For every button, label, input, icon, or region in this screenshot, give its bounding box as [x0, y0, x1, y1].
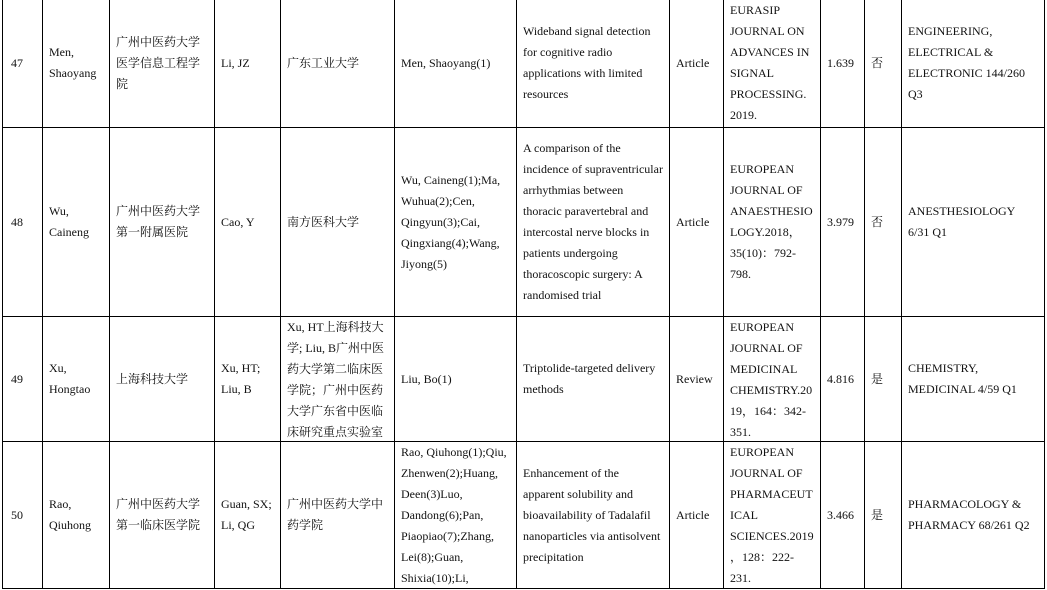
author-unit-cell [110, 128, 215, 317]
corresponding-cell [215, 128, 281, 317]
type-cell [670, 317, 724, 442]
paper-title: Enhancement of the apparent solubility and bioavailability of Tadalafil nanoparticles via antisolvent precipitation [523, 465, 661, 564]
impact-factor: 3.979 [827, 214, 854, 229]
impact-factor-cell [821, 442, 865, 589]
table-row [3, 317, 1045, 442]
impact-factor-cell [821, 128, 865, 317]
corresponding-unit-cell [281, 317, 395, 442]
row-number-cell [3, 0, 43, 128]
impact-factor: 3.466 [827, 507, 854, 522]
journal-cell [724, 128, 821, 317]
journal-citation: EUROPEAN JOURNAL OF PHARMACEUTICAL SCIENCES.2019，128：222-231. [730, 445, 814, 585]
author-cell [43, 128, 110, 317]
journal-cell [724, 0, 821, 128]
all-authors: Liu, Bo(1) [401, 371, 452, 386]
publication-table [2, 0, 1045, 589]
author-affiliation: 上海科技大学 [116, 371, 189, 386]
all-authors-cell [395, 128, 517, 317]
paper-title: Wideband signal detection for cognitive radio applications with limited resources [523, 24, 651, 101]
corresponding-cell [215, 317, 281, 442]
paper-type: Review [676, 371, 713, 386]
journal-cell [724, 442, 821, 589]
corresponding-author: Xu, HT; Liu, B [221, 361, 261, 396]
paper-title: A comparison of the incidence of supraventricular arrhythmias between thoracic paravertebral and intercostal nerve blocks in patients undergoing thoracoscopic surgery: A randomised trial [523, 141, 663, 302]
type-cell [670, 442, 724, 589]
all-authors-cell [395, 0, 517, 128]
author-unit-cell [110, 442, 215, 589]
corresponding-affiliation: 南方医科大学 [287, 214, 360, 229]
corresponding-author: Li, JZ [221, 55, 250, 70]
table-row [3, 0, 1045, 128]
corresponding-affiliation: Xu, HT上海科技大学; Liu, B广州中医药大学第二临床医学院；广州中医药大学广东省中医临床研究重点实验室 [287, 320, 385, 439]
journal-citation: EUROPEAN JOURNAL OF ANAESTHESIOLOGY.2018，35(10)：792-798. [730, 162, 813, 281]
journal-cell [724, 317, 821, 442]
paper-type: Article [676, 214, 710, 229]
first-author: Xu, Hongtao [49, 361, 91, 396]
journal-citation: EURASIP JOURNAL ON ADVANCES IN SIGNAL PROCESSING. 2019. [730, 3, 810, 122]
table-body [3, 0, 1045, 589]
author-affiliation: 广州中医药大学第一临床医学院 [116, 497, 201, 532]
title-cell [517, 0, 670, 128]
yes-no-flag: 是 [871, 371, 884, 386]
all-authors: Wu, Caineng(1);Ma, Wuhua(2);Cen, Qingyun(3);Cai, Qingxiang(4);Wang, Jiyong(5) [401, 172, 501, 271]
paper-type: Article [676, 507, 710, 522]
first-author: Men, Shaoyang [49, 45, 97, 80]
author-cell [43, 442, 110, 589]
row-number-cell [3, 317, 43, 442]
subject-category: ENGINEERING, ELECTRICAL & ELECTRONIC 144/260 Q3 [908, 24, 1025, 101]
first-author: Wu, Caineng [49, 204, 89, 239]
impact-factor: 1.639 [827, 55, 854, 70]
row-number-cell [3, 442, 43, 589]
yes-no-flag: 是 [871, 507, 884, 522]
corresponding-affiliation: 广州中医药大学中药学院 [287, 497, 384, 532]
category-cell [902, 0, 1045, 128]
subject-category: CHEMISTRY, MEDICINAL 4/59 Q1 [908, 361, 1017, 396]
author-cell [43, 0, 110, 128]
title-cell [517, 442, 670, 589]
category-cell [902, 317, 1045, 442]
row-number: 48 [11, 214, 23, 229]
all-authors: Rao, Qiuhong(1);Qiu, Zhenwen(2);Huang, Deen(3)Luo, Dandong(6);Pan, Piaopiao(7);Zhang, Lei(8);Guan, Shixia(10);Li, [401, 445, 507, 585]
type-cell [670, 128, 724, 317]
all-authors-cell [395, 442, 517, 589]
flag-cell [865, 317, 902, 442]
first-author: Rao, Qiuhong [49, 497, 91, 532]
subject-category: ANESTHESIOLOGY 6/31 Q1 [908, 204, 1015, 239]
flag-cell [865, 128, 902, 317]
category-cell [902, 128, 1045, 317]
yes-no-flag: 否 [871, 214, 884, 229]
impact-factor: 4.816 [827, 371, 854, 386]
author-cell [43, 317, 110, 442]
row-number-cell [3, 128, 43, 317]
paper-type: Article [676, 55, 710, 70]
all-authors-cell [395, 317, 517, 442]
flag-cell [865, 442, 902, 589]
subject-category: PHARMACOLOGY & PHARMACY 68/261 Q2 [908, 497, 1030, 532]
corresponding-unit-cell [281, 0, 395, 128]
author-affiliation: 广州中医药大学医学信息工程学院 [116, 34, 201, 91]
table-row [3, 128, 1045, 317]
flag-cell [865, 0, 902, 128]
category-cell [902, 442, 1045, 589]
row-number: 49 [11, 371, 23, 386]
title-cell [517, 317, 670, 442]
corresponding-cell [215, 442, 281, 589]
impact-factor-cell [821, 0, 865, 128]
corresponding-unit-cell [281, 128, 395, 317]
corresponding-unit-cell [281, 442, 395, 589]
corresponding-author: Guan, SX; Li, QG [221, 497, 272, 532]
corresponding-affiliation: 广东工业大学 [287, 55, 360, 70]
journal-citation: EUROPEAN JOURNAL OF MEDICINAL CHEMISTRY.2019，164：342-351. [730, 320, 813, 439]
all-authors: Men, Shaoyang(1) [401, 55, 491, 70]
paper-title: Triptolide-targeted delivery methods [523, 361, 656, 396]
impact-factor-cell [821, 317, 865, 442]
author-unit-cell [110, 0, 215, 128]
yes-no-flag: 否 [871, 55, 884, 70]
author-affiliation: 广州中医药大学第一附属医院 [116, 204, 201, 239]
type-cell [670, 0, 724, 128]
author-unit-cell [110, 317, 215, 442]
row-number: 47 [11, 55, 23, 70]
corresponding-cell [215, 0, 281, 128]
row-number: 50 [11, 507, 23, 522]
corresponding-author: Cao, Y [221, 214, 255, 229]
title-cell [517, 128, 670, 317]
table-row [3, 442, 1045, 589]
